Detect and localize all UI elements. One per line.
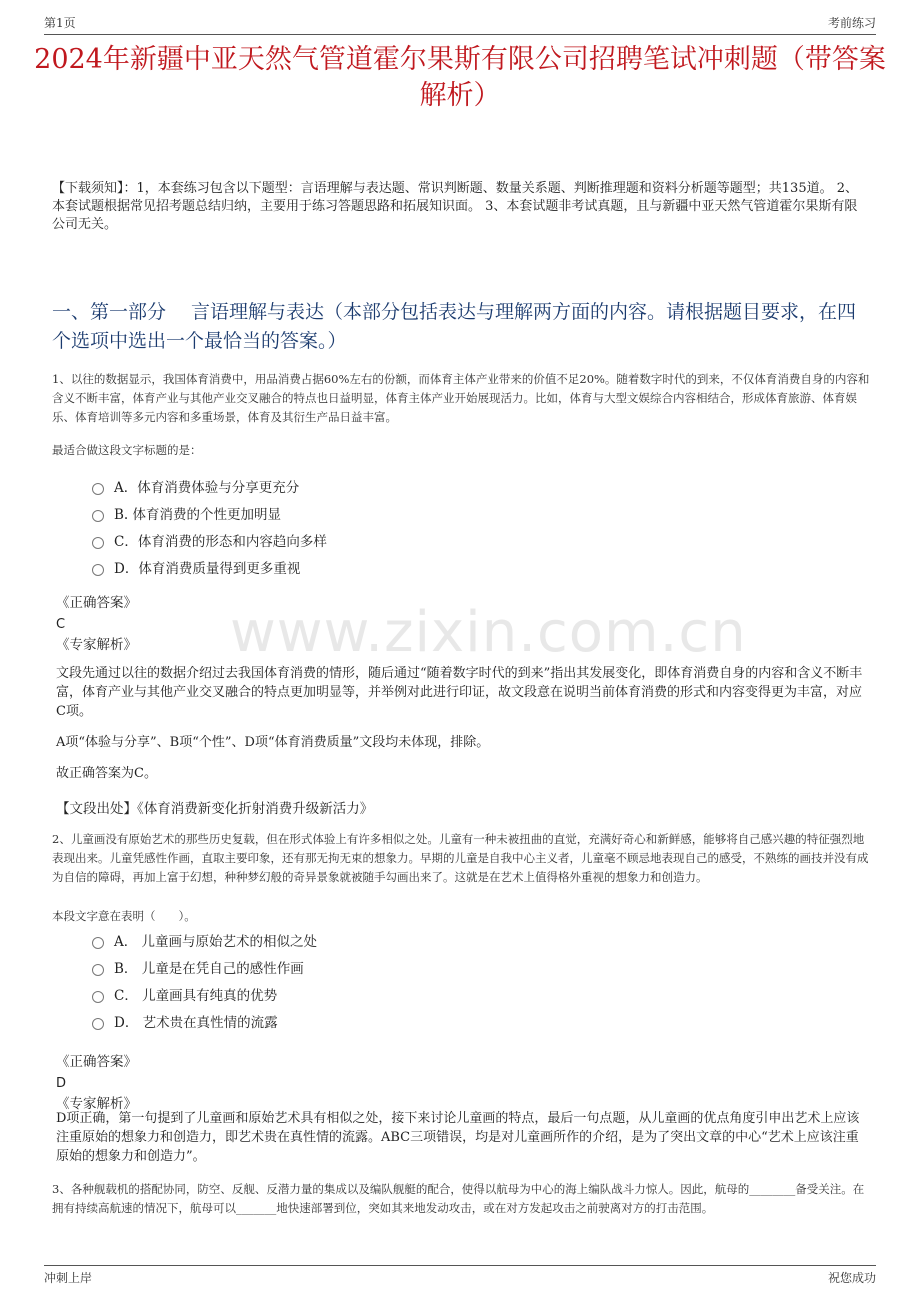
option-label: A．体育消费体验与分享更充分 <box>114 479 300 496</box>
question-1-analysis-1: 文段先通过以往的数据介绍过去我国体育消费的情形，随后通过“随着数字时代的到来”指出其发展变化，即体育消费自身的内容和含义不断丰富，体育产业与其他产业交叉融合的特点更加明显等，并举例对此进行印证，故文段意在说明当前体育消费的形式和内容变得更为丰富，对应C项。 <box>56 666 863 719</box>
question-1-options <box>92 472 327 580</box>
question-1-source: 【文段出处】《体育消费新变化折射消费升级新活力》 <box>56 801 374 817</box>
header-tag: 考前练习 <box>827 16 876 30</box>
answer-label: 《正确答案》 <box>56 1054 137 1070</box>
answer-value: C <box>56 617 66 632</box>
option-label: B． 儿童是在凭自己的感性作画 <box>114 960 304 977</box>
question-1-stem: 1、以往的数据显示，我国体育消费中，用品消费占据60%左右的份额，而体育主体产业带来的价值不足20%。随着数字时代的到来，不仅体育消费自身的内容和含义不断丰富，体育产业与其他产业交叉融合的特点也日益明显，体育主体产业开始展现活力。比如，体育与大型文娱综合内容相结合，形成体育旅游、体育娱乐、体育培训等多元内容和多重场景，体育及其衍生产品日益丰富。 <box>52 372 870 424</box>
watermark: www.zixin.com.cn <box>230 600 747 665</box>
option-b[interactable] <box>92 953 317 980</box>
radio-icon[interactable] <box>92 964 104 976</box>
radio-icon[interactable] <box>92 510 104 522</box>
question-1-analysis-3: 故正确答案为C。 <box>56 766 157 781</box>
option-c[interactable] <box>92 980 317 1007</box>
question-1-answer-block <box>56 593 137 656</box>
option-d[interactable] <box>92 553 327 580</box>
footer-right: 祝您成功 <box>827 1271 876 1285</box>
question-1-prompt: 最适合做这段文字标题的是： <box>52 443 202 457</box>
document-title: 2024年新疆中亚天然气管道霍尔果斯有限公司招聘笔试冲刺题（带答案解析） <box>34 44 886 111</box>
question-2-options <box>92 926 317 1034</box>
option-d[interactable] <box>92 1007 317 1034</box>
question-2-stem: 2、儿童画没有原始艺术的那些历史复载，但在形式体验上有许多相似之处。儿童有一种未被扭曲的直觉，充满好奇心和新鲜感，能够将自己感兴趣的特征强烈地表现出来。儿童凭感性作画，直取主要印象，还有那无拘无束的想象力。早期的儿童是自我中心主义者，儿童毫不顾忌地表现自己的感受，不熟练的画技并没有成为自信的障碍，再加上富于幻想，种种梦幻般的奇异景象就被随手勾画出来了。这就是在艺术上值得格外重视的想象力和创造力。 <box>52 832 869 884</box>
question-2-prompt: 本段文字意在表明（ ）。 <box>52 909 196 923</box>
download-notice: 【下载须知】：1，本套练习包含以下题型：言语理解与表达题、常识判断题、数量关系题、判断推理题和资料分析题等题型；共135道。 2、本套试题根据常见招考题总结归纳，主要用于练习答题思路和拓展知识面。 3、本套试题非考试真题，且与新疆中亚天然气管道霍尔果斯有限公司无关。 <box>52 181 858 232</box>
page-footer <box>44 1265 876 1286</box>
option-label: D． 艺术贵在真性情的流露 <box>114 1014 278 1031</box>
radio-icon[interactable] <box>92 937 104 949</box>
radio-icon[interactable] <box>92 991 104 1003</box>
option-a[interactable] <box>92 472 327 499</box>
option-label: A． 儿童画与原始艺术的相似之处 <box>114 933 318 950</box>
option-b[interactable] <box>92 499 327 526</box>
option-label: B. 体育消费的个性更加明显 <box>114 506 282 523</box>
analysis-label: 《专家解析》 <box>56 637 137 653</box>
question-2-analysis: D项正确，第一句提到了儿童画和原始艺术具有相似之处，接下来讨论儿童画的特点，最后一句点题，从儿童画的优点角度引申出艺术上应该注重原始的想象力和创造力，即艺术贵在真性情的流露。ABC三项错误，均是对儿童画所作的介绍，是为了突出文章的中心“艺术上应该注重原始的想象力和创造力”。 <box>56 1111 860 1164</box>
question-2-answer-block <box>56 1052 137 1115</box>
option-c[interactable] <box>92 526 327 553</box>
analysis-label: 《专家解析》 <box>56 1096 137 1112</box>
option-a[interactable] <box>92 926 317 953</box>
answer-value: D <box>56 1076 67 1091</box>
answer-label: 《正确答案》 <box>56 595 137 611</box>
option-label: D．体育消费质量得到更多重视 <box>114 560 301 577</box>
section-heading: 一、第一部分 言语理解与表达（本部分包括表达与理解两方面的内容。请根据题目要求，在四个选项中选出一个最恰当的答案。） <box>52 301 857 352</box>
radio-icon[interactable] <box>92 537 104 549</box>
option-label: C． 儿童画具有纯真的优势 <box>114 987 278 1004</box>
radio-icon[interactable] <box>92 483 104 495</box>
question-1-analysis-2: A项“体验与分享”、B项“个性”、D项“体育消费质量”文段均未体现，排除。 <box>56 735 490 750</box>
page-number: 第1页 <box>44 16 76 30</box>
option-label: C．体育消费的形态和内容趋向多样 <box>114 533 327 550</box>
page-header <box>44 14 876 35</box>
radio-icon[interactable] <box>92 564 104 576</box>
footer-left: 冲刺上岸 <box>44 1271 93 1285</box>
radio-icon[interactable] <box>92 1018 104 1030</box>
question-3-stem: 3、各种舰载机的搭配协同，防空、反舰、反潜力量的集成以及编队舰艇的配合，使得以航母为中心的海上编队战斗力惊人。因此，航母的________备受关注。在拥有持续高航速的情况下，航母可以_______地快速部署到位，突如其来地发动攻击，或在对方发起攻击之前驶离对方的打击范围。 <box>52 1182 865 1215</box>
